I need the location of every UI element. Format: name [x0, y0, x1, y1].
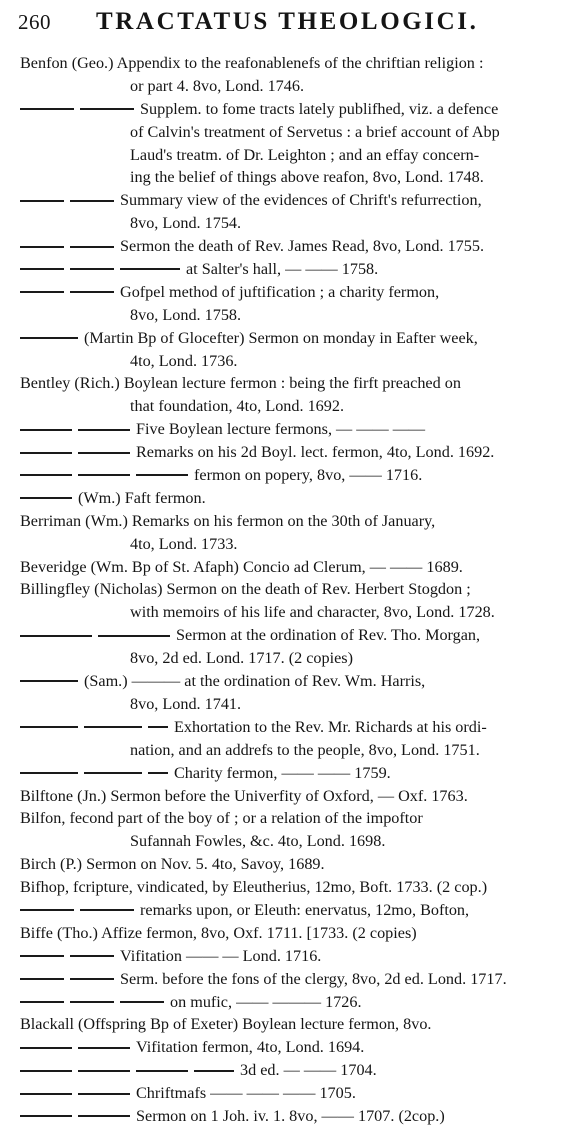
ditto-rule [84, 726, 142, 728]
catalogue-entry [20, 922, 560, 945]
ditto-rule [20, 497, 72, 499]
entry-line [20, 441, 560, 464]
entry-text: 8vo, 2d ed. Lond. 1717. (2 copies) [130, 649, 353, 668]
ditto-rule [194, 1070, 234, 1072]
ditto-rule [78, 1047, 130, 1049]
ditto-rule [70, 1001, 114, 1003]
entry-text: or part 4. 8vo, Lond. 1746. [130, 76, 304, 95]
catalogue-entry [20, 98, 560, 190]
entry-text: Chriftmafs —— —— —— 1705. [136, 1084, 356, 1103]
ditto-rule [20, 200, 64, 202]
catalogue-entry [20, 716, 560, 762]
entry-text: fermon on popery, 8vo, —— 1716. [194, 466, 423, 485]
entry-line [20, 510, 560, 533]
ditto-rule [20, 635, 92, 637]
catalogue-entry [20, 578, 560, 624]
entry-continuation-line [20, 395, 560, 418]
catalogue-entry [20, 762, 560, 785]
entry-text: Vifitation fermon, 4to, Lond. 1694. [136, 1038, 365, 1057]
entry-line [20, 52, 560, 75]
entry-line [20, 98, 560, 121]
entry-text: Biffe (Tho.) Affize fermon, 8vo, Oxf. 1711. [1733. (2 copies) [20, 923, 417, 942]
entry-text: Birch (P.) Sermon on Nov. 5. 4to, Savoy, 1689. [20, 855, 325, 874]
catalogue-entry [20, 670, 560, 716]
entry-text: 8vo, Lond. 1741. [130, 694, 242, 713]
ditto-rule [20, 1047, 72, 1049]
catalogue-entry [20, 785, 560, 808]
entry-continuation-line [20, 739, 560, 762]
entry-text: 8vo, Lond. 1758. [130, 305, 242, 324]
ditto-rule [78, 474, 130, 476]
ditto-rule [20, 955, 64, 957]
entry-text: Laud's treatm. of Dr. Leighton ; and an effay concern- [130, 145, 480, 164]
entry-text: Exhortation to the Rev. Mr. Richards at his ordi- [174, 717, 487, 736]
catalogue-entry [20, 418, 560, 441]
entry-text: Blackall (Offspring Bp of Exeter) Boylean lecture fermon, 8vo. [20, 1015, 432, 1034]
entry-text: Berriman (Wm.) Remarks on his fermon on the 30th of January, [20, 511, 436, 530]
entry-text: nation, and an addrefs to the people, 8vo, Lond. 1751. [130, 740, 480, 759]
catalogue-entries [20, 52, 560, 1128]
ditto-rule [78, 1115, 130, 1117]
ditto-rule [20, 1093, 72, 1095]
catalogue-entry [20, 487, 560, 510]
catalogue-entry [20, 441, 560, 464]
entry-text: on mufic, —— ——— 1726. [170, 992, 362, 1011]
entry-text: 4to, Lond. 1736. [130, 351, 238, 370]
catalogue-entry [20, 876, 560, 899]
entry-text: remarks upon, or Eleuth: enervatus, 12mo, Bofton, [140, 900, 470, 919]
ditto-rule [136, 1070, 188, 1072]
entry-text: of Calvin's treatment of Servetus : a brief account of Abp [130, 122, 500, 141]
catalogue-entry [20, 853, 560, 876]
entry-text: ing the belief of things above reafon, 8vo, Lond. 1748. [130, 168, 484, 187]
catalogue-entry [20, 281, 560, 327]
catalogue-entry [20, 968, 560, 991]
catalogue-entry [20, 1105, 560, 1128]
entry-continuation-line [20, 212, 560, 235]
catalogue-entry [20, 556, 560, 579]
entry-text: at Salter's hall, — —— 1758. [186, 260, 379, 279]
ditto-rule [80, 108, 134, 110]
ditto-rule [20, 108, 74, 110]
entry-text: Sermon at the ordination of Rev. Tho. Morgan, [176, 626, 481, 645]
running-title: TRACTATUS THEOLOGICI. [96, 8, 479, 35]
entry-text: Vifitation —— — Lond. 1716. [120, 946, 322, 965]
ditto-rule [148, 726, 168, 728]
entry-text: 3d ed. — —— 1704. [240, 1061, 377, 1080]
entry-line [20, 876, 560, 899]
ditto-rule [120, 268, 180, 270]
catalogue-entry [20, 624, 560, 670]
entry-line [20, 1013, 560, 1036]
entry-text: Serm. before the fons of the clergy, 8vo, 2d ed. Lond. 1717. [120, 969, 507, 988]
entry-line [20, 716, 560, 739]
entry-text: Bilfon, fecond part of the boy of ; or a relation of the impoftor [20, 809, 423, 828]
entry-text: Sermon on 1 Joh. iv. 1. 8vo, —— 1707. (2cop.) [136, 1106, 445, 1125]
entry-line [20, 624, 560, 647]
catalogue-entry [20, 372, 560, 418]
entry-line [20, 968, 560, 991]
catalogue-entry [20, 189, 560, 235]
catalogue-entry [20, 1059, 560, 1082]
entry-text: Charity fermon, —— —— 1759. [174, 763, 391, 782]
ditto-rule [20, 772, 78, 774]
entry-line [20, 281, 560, 304]
ditto-rule [20, 337, 78, 339]
ditto-rule [20, 291, 64, 293]
page-header [18, 6, 563, 40]
catalogue-entry [20, 52, 560, 98]
ditto-rule [20, 268, 64, 270]
entry-line [20, 899, 560, 922]
entry-line [20, 853, 560, 876]
ditto-rule [20, 1001, 64, 1003]
entry-line [20, 372, 560, 395]
catalogue-entry [20, 510, 560, 556]
ditto-rule [20, 429, 72, 431]
entry-text: Bentley (Rich.) Boylean lecture fermon : being the firft preached on [20, 374, 461, 393]
catalogue-entry [20, 899, 560, 922]
ditto-rule [98, 635, 170, 637]
entry-line [20, 235, 560, 258]
entry-continuation-line [20, 830, 560, 853]
ditto-rule [148, 772, 168, 774]
entry-line [20, 464, 560, 487]
entry-continuation-line [20, 601, 560, 624]
entry-line [20, 1059, 560, 1082]
entry-continuation-line [20, 144, 560, 167]
ditto-rule [20, 1115, 72, 1117]
entry-continuation-line [20, 350, 560, 373]
entry-text: Supplem. to fome tracts lately publifhed, viz. a defence [140, 99, 499, 118]
entry-line [20, 945, 560, 968]
entry-line [20, 258, 560, 281]
entry-line [20, 556, 560, 579]
ditto-rule [120, 1001, 164, 1003]
entry-text: Gofpel method of juftification ; a charity fermon, [120, 282, 440, 301]
entry-text: Remarks on his 2d Boyl. lect. fermon, 4to, Lond. 1692. [136, 443, 495, 462]
entry-line [20, 922, 560, 945]
catalogue-entry [20, 1082, 560, 1105]
entry-text: Billingfley (Nicholas) Sermon on the death of Rev. Herbert Stogdon ; [20, 580, 471, 599]
entry-text: that foundation, 4to, Lond. 1692. [130, 397, 345, 416]
entry-line [20, 487, 560, 510]
entry-text: Five Boylean lecture fermons, — —— —— [136, 420, 426, 439]
ditto-rule [70, 978, 114, 980]
entry-line [20, 1036, 560, 1059]
entry-continuation-line [20, 693, 560, 716]
entry-continuation-line [20, 647, 560, 670]
entry-line [20, 578, 560, 601]
entry-text: Summary view of the evidences of Chrift's refurrection, [120, 191, 482, 210]
entry-continuation-line [20, 121, 560, 144]
entry-line [20, 1105, 560, 1128]
entry-text: Sufannah Fowles, &c. 4to, Lond. 1698. [130, 832, 386, 851]
catalogue-entry [20, 327, 560, 373]
entry-text: Bifhop, fcripture, vindicated, by Eleutherius, 12mo, Boft. 1733. (2 cop.) [20, 878, 488, 897]
catalogue-entry [20, 1013, 560, 1036]
catalogue-entry [20, 258, 560, 281]
ditto-rule [20, 474, 72, 476]
ditto-rule [70, 200, 114, 202]
entry-line [20, 762, 560, 785]
entry-line [20, 418, 560, 441]
ditto-rule [20, 452, 72, 454]
ditto-rule [70, 291, 114, 293]
ditto-rule [20, 726, 78, 728]
catalogue-entry [20, 235, 560, 258]
entry-line [20, 785, 560, 808]
entry-continuation-line [20, 533, 560, 556]
entry-text: (Sam.) ——— at the ordination of Rev. Wm. Harris, [84, 672, 426, 691]
entry-line [20, 1082, 560, 1105]
entry-text: Beveridge (Wm. Bp of St. Afaph) Concio ad Clerum, — —— 1689. [20, 557, 463, 576]
ditto-rule [20, 680, 78, 682]
page-number: 260 [18, 10, 51, 34]
entry-text: Bilftone (Jn.) Sermon before the Univerfity of Oxford, — Oxf. 1763. [20, 786, 468, 805]
entry-line [20, 189, 560, 212]
entry-line [20, 670, 560, 693]
catalogue-entry [20, 991, 560, 1014]
entry-line [20, 327, 560, 350]
ditto-rule [78, 452, 130, 454]
entry-text: Benfon (Geo.) Appendix to the reafonablenefs of the chriftian religion : [20, 54, 484, 72]
catalogue-entry [20, 464, 560, 487]
entry-text: (Wm.) Faft fermon. [78, 488, 206, 507]
catalogue-entry [20, 1036, 560, 1059]
catalogue-entry [20, 807, 560, 853]
ditto-rule [136, 474, 188, 476]
entry-line [20, 807, 560, 830]
entry-continuation-line [20, 75, 560, 98]
ditto-rule [70, 955, 114, 957]
entry-continuation-line [20, 166, 560, 189]
entry-continuation-line [20, 304, 560, 327]
ditto-rule [70, 246, 114, 248]
entry-line [20, 991, 560, 1014]
ditto-rule [78, 1093, 130, 1095]
ditto-rule [78, 1070, 130, 1072]
entry-text: with memoirs of his life and character, 8vo, Lond. 1728. [130, 603, 495, 622]
entry-text: 4to, Lond. 1733. [130, 534, 238, 553]
ditto-rule [70, 268, 114, 270]
ditto-rule [20, 909, 74, 911]
entry-text: Sermon the death of Rev. James Read, 8vo, Lond. 1755. [120, 237, 484, 256]
ditto-rule [80, 909, 134, 911]
ditto-rule [20, 1070, 72, 1072]
entry-text: 8vo, Lond. 1754. [130, 214, 242, 233]
catalogue-entry [20, 945, 560, 968]
ditto-rule [20, 246, 64, 248]
entry-text: (Martin Bp of Glocefter) Sermon on monday in Eafter week, [84, 328, 478, 347]
ditto-rule [78, 429, 130, 431]
ditto-rule [20, 978, 64, 980]
ditto-rule [84, 772, 142, 774]
